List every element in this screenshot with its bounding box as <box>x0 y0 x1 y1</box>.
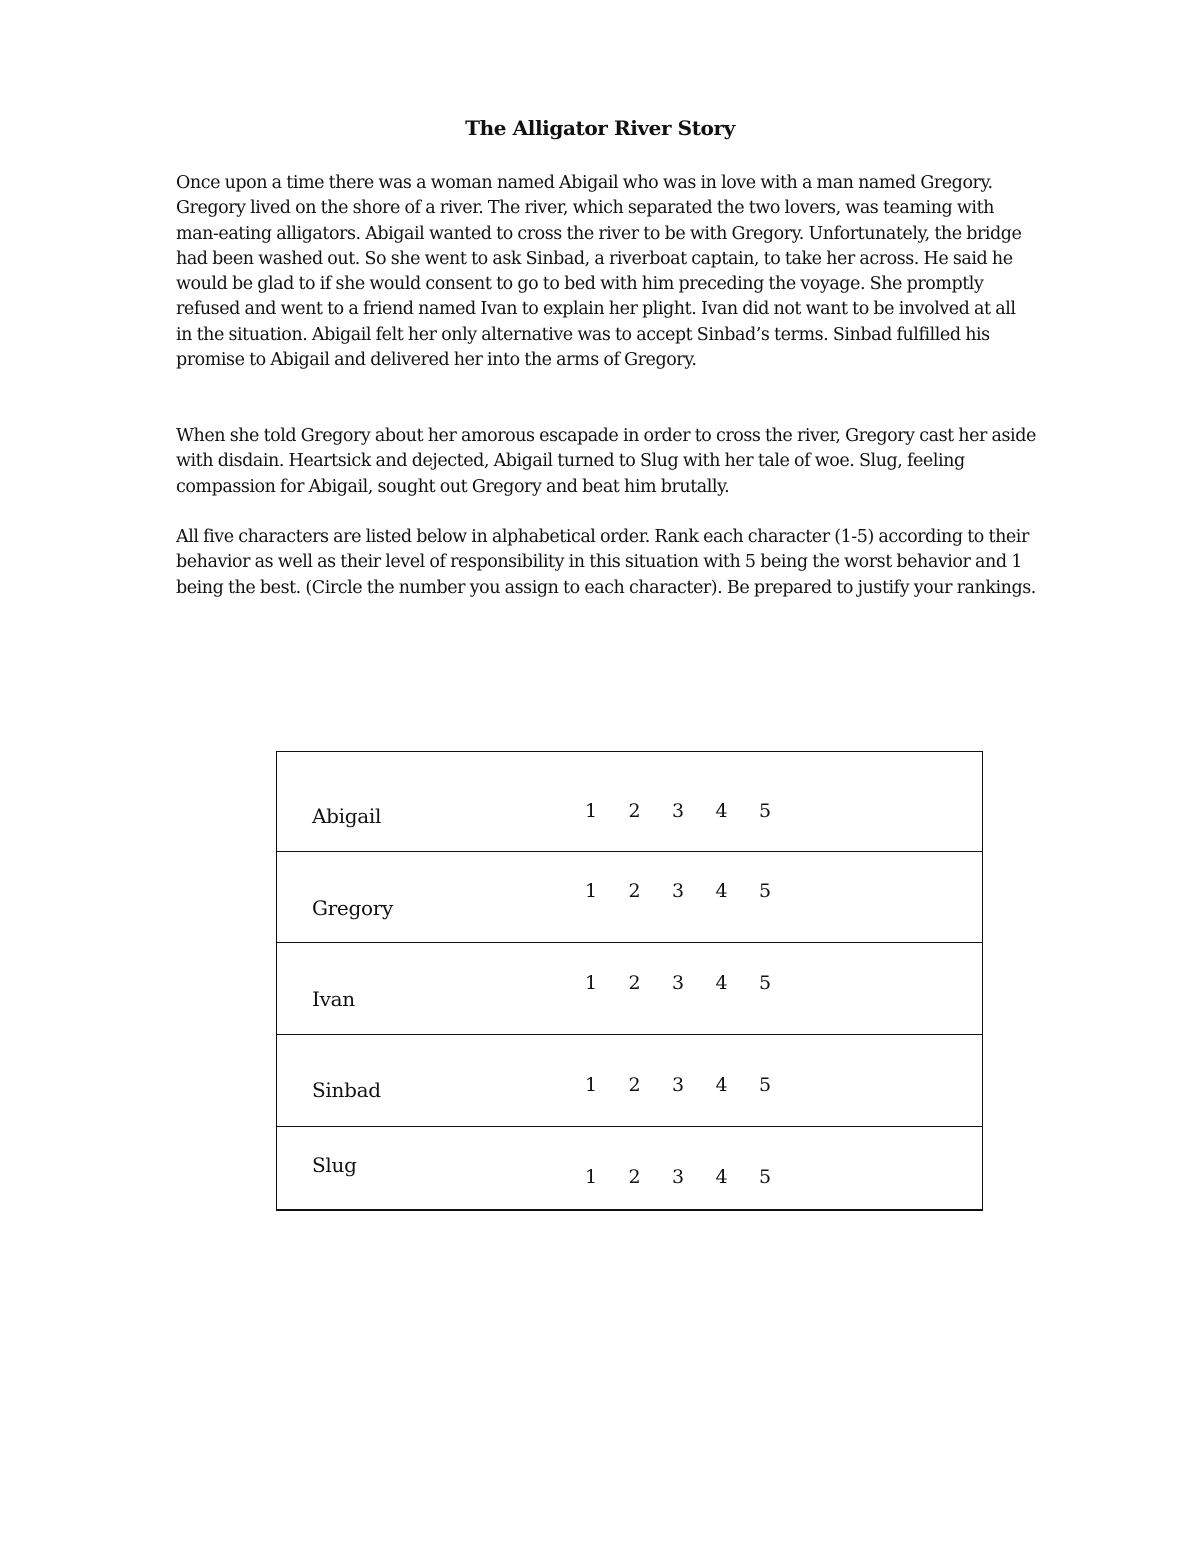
rank-options <box>585 880 803 902</box>
character-name: Sinbad <box>312 1078 381 1102</box>
ranking-table <box>276 751 983 1211</box>
table-row <box>277 752 982 852</box>
rank-options <box>585 972 803 994</box>
rank-option[interactable]: 1 <box>585 800 598 822</box>
rank-option[interactable]: 5 <box>759 800 772 822</box>
page-title: The Alligator River Story <box>465 116 735 140</box>
rank-option[interactable]: 5 <box>759 1074 772 1096</box>
rank-option[interactable]: 3 <box>672 972 685 994</box>
rank-option[interactable]: 3 <box>672 800 685 822</box>
rank-option[interactable]: 3 <box>672 880 685 902</box>
rank-option[interactable]: 2 <box>628 1074 641 1096</box>
character-name: Ivan <box>312 987 355 1011</box>
instructions-paragraph: All five characters are listed below in alphabetical order. Rank each character (1-5) according to their behavior as well as their level of responsibility in this situation with 5 being the worst behavior and 1 being the best. (Circle the number you assign to each character). Be prepared to justify your rankings. <box>176 527 1036 598</box>
rank-option[interactable]: 1 <box>585 1166 598 1188</box>
table-row <box>277 1128 982 1209</box>
rank-option[interactable]: 4 <box>715 880 728 902</box>
rank-option[interactable]: 3 <box>672 1074 685 1096</box>
rank-option[interactable]: 4 <box>715 800 728 822</box>
rank-option[interactable]: 2 <box>628 880 641 902</box>
rank-option[interactable]: 5 <box>759 880 772 902</box>
rank-option[interactable]: 5 <box>759 972 772 994</box>
rank-option[interactable]: 5 <box>759 1166 772 1188</box>
story-paragraph-1: Once upon a time there was a woman named Abigail who was in love with a man named Gregory. Gregory lived on the shore of a river. The river, which separated the two lovers, was teaming with man-eating alligators. Abigail wanted to cross the river to be with Gregory. Unfortunately, the bridge had been washed out. So she went to ask Sinbad, a riverboat captain, to take her across. He said he would be glad to if she would consent to go to bed with him preceding the voyage. She promptly refused and went to a friend named Ivan to explain her plight. Ivan did not want to be involved at all in the situation. Abigail felt her only alternative was to accept Sinbad’s terms. Sinbad fulfilled his promise to Abigail and delivered her into the arms of Gregory. <box>176 173 1022 371</box>
character-name: Abigail <box>312 804 382 828</box>
rank-option[interactable]: 4 <box>715 1074 728 1096</box>
rank-option[interactable]: 4 <box>715 1166 728 1188</box>
rank-option[interactable]: 1 <box>585 972 598 994</box>
rank-option[interactable]: 1 <box>585 1074 598 1096</box>
story-paragraph-2: When she told Gregory about her amorous escapade in order to cross the river, Gregory cast her aside with disdain. Heartsick and dejected, Abigail turned to Slug with her tale of woe. Slug, feeling compassion for Abigail, sought out Gregory and beat him brutally. <box>176 426 1036 497</box>
rank-option[interactable]: 2 <box>628 972 641 994</box>
character-name: Gregory <box>312 896 393 920</box>
table-row <box>277 944 982 1035</box>
rank-option[interactable]: 1 <box>585 880 598 902</box>
rank-option[interactable]: 4 <box>715 972 728 994</box>
table-row <box>277 852 982 943</box>
rank-options <box>585 800 803 822</box>
rank-option[interactable]: 2 <box>628 800 641 822</box>
table-row <box>277 1036 982 1127</box>
character-name: Slug <box>312 1153 357 1177</box>
rank-option[interactable]: 2 <box>628 1166 641 1188</box>
rank-options <box>585 1074 803 1096</box>
rank-option[interactable]: 3 <box>672 1166 685 1188</box>
rank-options <box>585 1166 803 1188</box>
